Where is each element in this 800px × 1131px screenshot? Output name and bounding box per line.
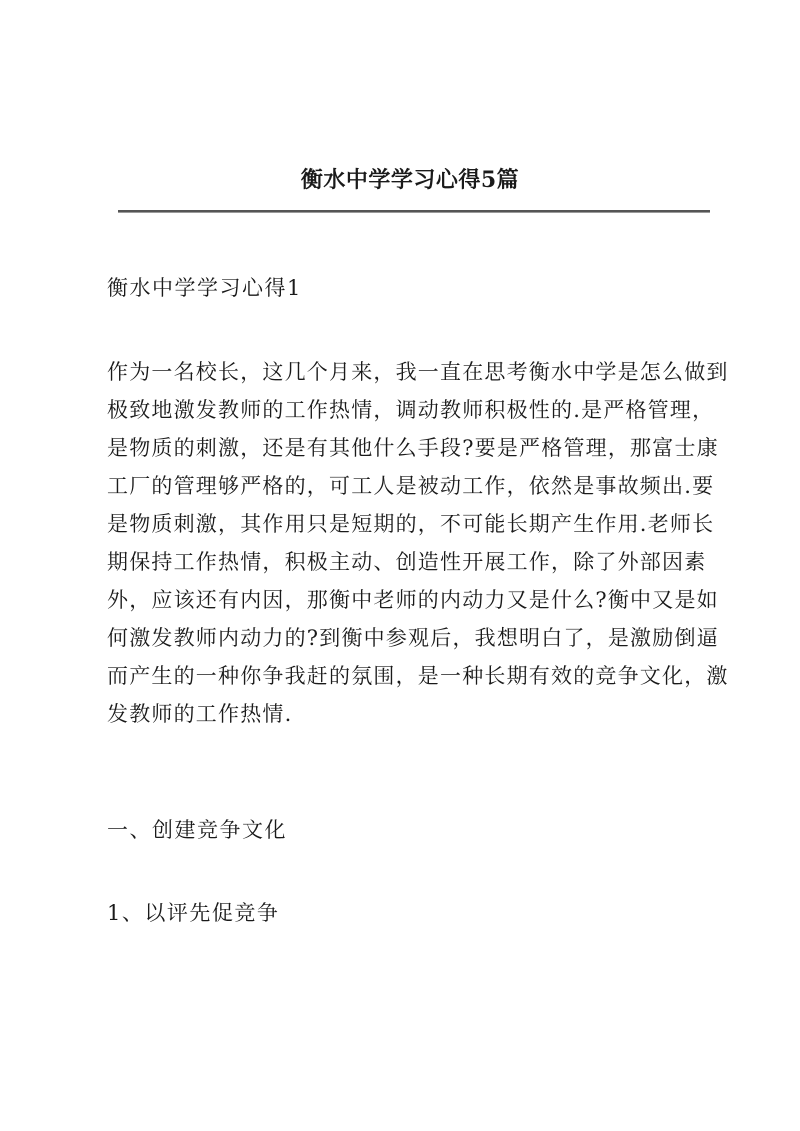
paragraph-line: 是物质刺激，其作用只是短期的，不可能长期产生作用.老师长 <box>107 512 715 536</box>
paragraph-line: 作为一名校长，这几个月来，我一直在思考衡水中学是怎么做到 <box>107 360 729 384</box>
document-title: 衡水中学学习心得5篇 <box>300 167 520 193</box>
paragraph-line: 是物质的刺激，还是有其他什么手段?要是严格管理，那富士康 <box>107 436 719 460</box>
paragraph-line: 极致地激发教师的工作热情，调动教师积极性的.是严格管理， <box>107 398 715 422</box>
paragraph-line: 何激发教师内动力的?到衡中参观后，我想明白了，是激励倒逼 <box>107 626 719 650</box>
paragraph-line: 期保持工作热情，积极主动、创造性开展工作，除了外部因素 <box>107 550 707 574</box>
paragraph-line: 外，应该还有内因，那衡中老师的内动力又是什么?衡中又是如 <box>107 588 719 612</box>
title-divider <box>118 210 710 213</box>
paragraph-line: 工厂的管理够严格的，可工人是被动工作，依然是事故频出.要 <box>107 474 715 498</box>
body-paragraph <box>107 353 729 733</box>
paragraph-line: 而产生的一种你争我赶的氛围，是一种长期有效的竞争文化，激 <box>107 664 729 688</box>
subheading-create-competition-culture: 一、创建竞争文化 <box>107 818 287 842</box>
section-heading: 衡水中学学习心得1 <box>107 276 302 300</box>
subheading-evaluation-promotes-competition: 1、以评先促竞争 <box>107 901 280 925</box>
paragraph-line: 发教师的工作热情. <box>107 702 293 726</box>
